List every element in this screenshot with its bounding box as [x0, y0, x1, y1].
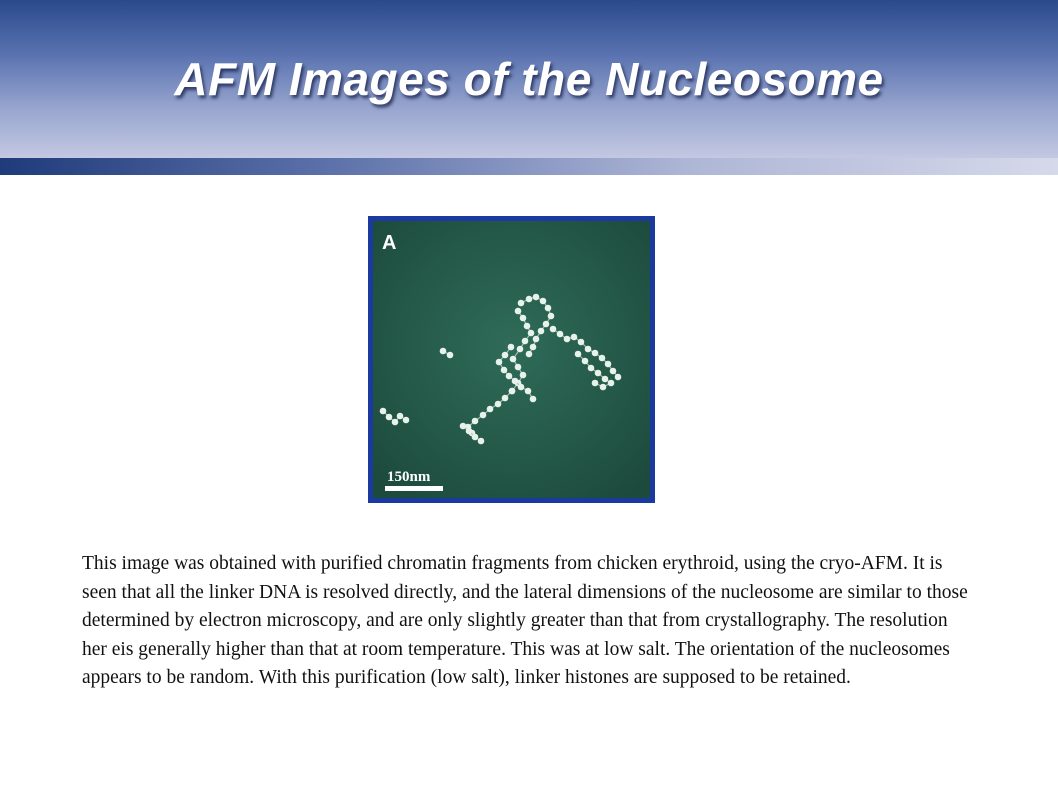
nucleosome-bead [578, 339, 585, 346]
nucleosome-bead [380, 408, 387, 415]
nucleosome-bead [582, 358, 589, 365]
nucleosome-bead [472, 418, 479, 425]
nucleosome-bead [615, 374, 622, 381]
nucleosome-bead [440, 348, 447, 355]
nucleosome-bead [575, 351, 582, 358]
nucleosome-bead [533, 336, 540, 343]
scale-bar [385, 486, 443, 491]
nucleosome-bead [602, 376, 609, 383]
nucleosome-bead [466, 428, 473, 435]
nucleosome-bead [392, 419, 399, 426]
nucleosome-bead [509, 388, 516, 395]
nucleosome-bead [460, 423, 467, 430]
nucleosome-bead [588, 365, 595, 372]
nucleosome-bead [585, 346, 592, 353]
afm-image [373, 221, 650, 498]
panel-label: A [382, 232, 397, 254]
nucleosome-bead [538, 328, 545, 335]
nucleosome-bead [600, 384, 607, 391]
nucleosome-bead [520, 315, 527, 322]
nucleosome-bead [530, 344, 537, 351]
nucleosome-bead [520, 372, 527, 379]
nucleosome-bead [518, 384, 525, 391]
nucleosome-bead [487, 406, 494, 413]
slide-title: AFM Images of the Nucleosome [174, 53, 884, 105]
nucleosome-bead [496, 359, 503, 366]
nucleosome-bead [592, 380, 599, 387]
afm-figure [368, 216, 655, 503]
nucleosome-bead [386, 414, 393, 421]
nucleosome-bead [526, 296, 533, 303]
nucleosome-bead [472, 434, 479, 441]
nucleosome-bead [610, 368, 617, 375]
nucleosome-bead [540, 298, 547, 305]
nucleosome-bead [522, 338, 529, 345]
nucleosome-bead [557, 331, 564, 338]
nucleosome-bead [564, 336, 571, 343]
nucleosome-bead [502, 352, 509, 359]
nucleosome-bead [530, 396, 537, 403]
nucleosome-bead [501, 367, 508, 374]
nucleosome-bead [495, 401, 502, 408]
caption-paragraph: This image was obtained with purified chromatin fragments from chicken erythroid, using the cryo-AFM. It is seen that all the linker DNA is resolved directly, and the lateral dimensions of the nucleosome are similar to those determined by electron microscopy, and are only slightly greater than that from crystallography. The resolution her eis generally higher than that at room temperature. This was at low salt. The orientation of the nucleosomes appears to be random. With this purification (low salt), linker histones are supposed to be retained. [82, 553, 968, 688]
nucleosome-bead [502, 395, 509, 402]
nucleosome-bead [518, 300, 525, 307]
nucleosome-bead [592, 350, 599, 357]
nucleosome-bead [528, 330, 535, 337]
nucleosome-bead [515, 308, 522, 315]
nucleosome-bead [595, 370, 602, 377]
nucleosome-bead [447, 352, 454, 359]
nucleosome-bead [526, 351, 533, 358]
nucleosome-bead [478, 438, 485, 445]
nucleosome-bead [533, 294, 540, 301]
nucleosome-bead [525, 388, 532, 395]
nucleosome-bead [512, 378, 519, 385]
nucleosome-bead [608, 380, 615, 387]
nucleosome-bead [545, 305, 552, 312]
nucleosome-bead [543, 321, 550, 328]
nucleosome-bead [506, 373, 513, 380]
nucleosome-bead [508, 344, 515, 351]
nucleosome-bead [517, 346, 524, 353]
nucleosome-bead [515, 364, 522, 371]
nucleosome-bead [510, 356, 517, 363]
nucleosome-bead [599, 355, 606, 362]
nucleosome-bead [550, 326, 557, 333]
nucleosome-bead [524, 323, 531, 330]
nucleosome-bead [397, 413, 404, 420]
nucleosome-bead [571, 334, 578, 341]
nucleosome-bead [548, 313, 555, 320]
nucleosome-bead [605, 361, 612, 368]
scale-bar-label: 150nm [387, 469, 431, 485]
nucleosome-bead [403, 417, 410, 424]
title-banner-stripe [0, 158, 1058, 175]
nucleosome-bead [480, 412, 487, 419]
